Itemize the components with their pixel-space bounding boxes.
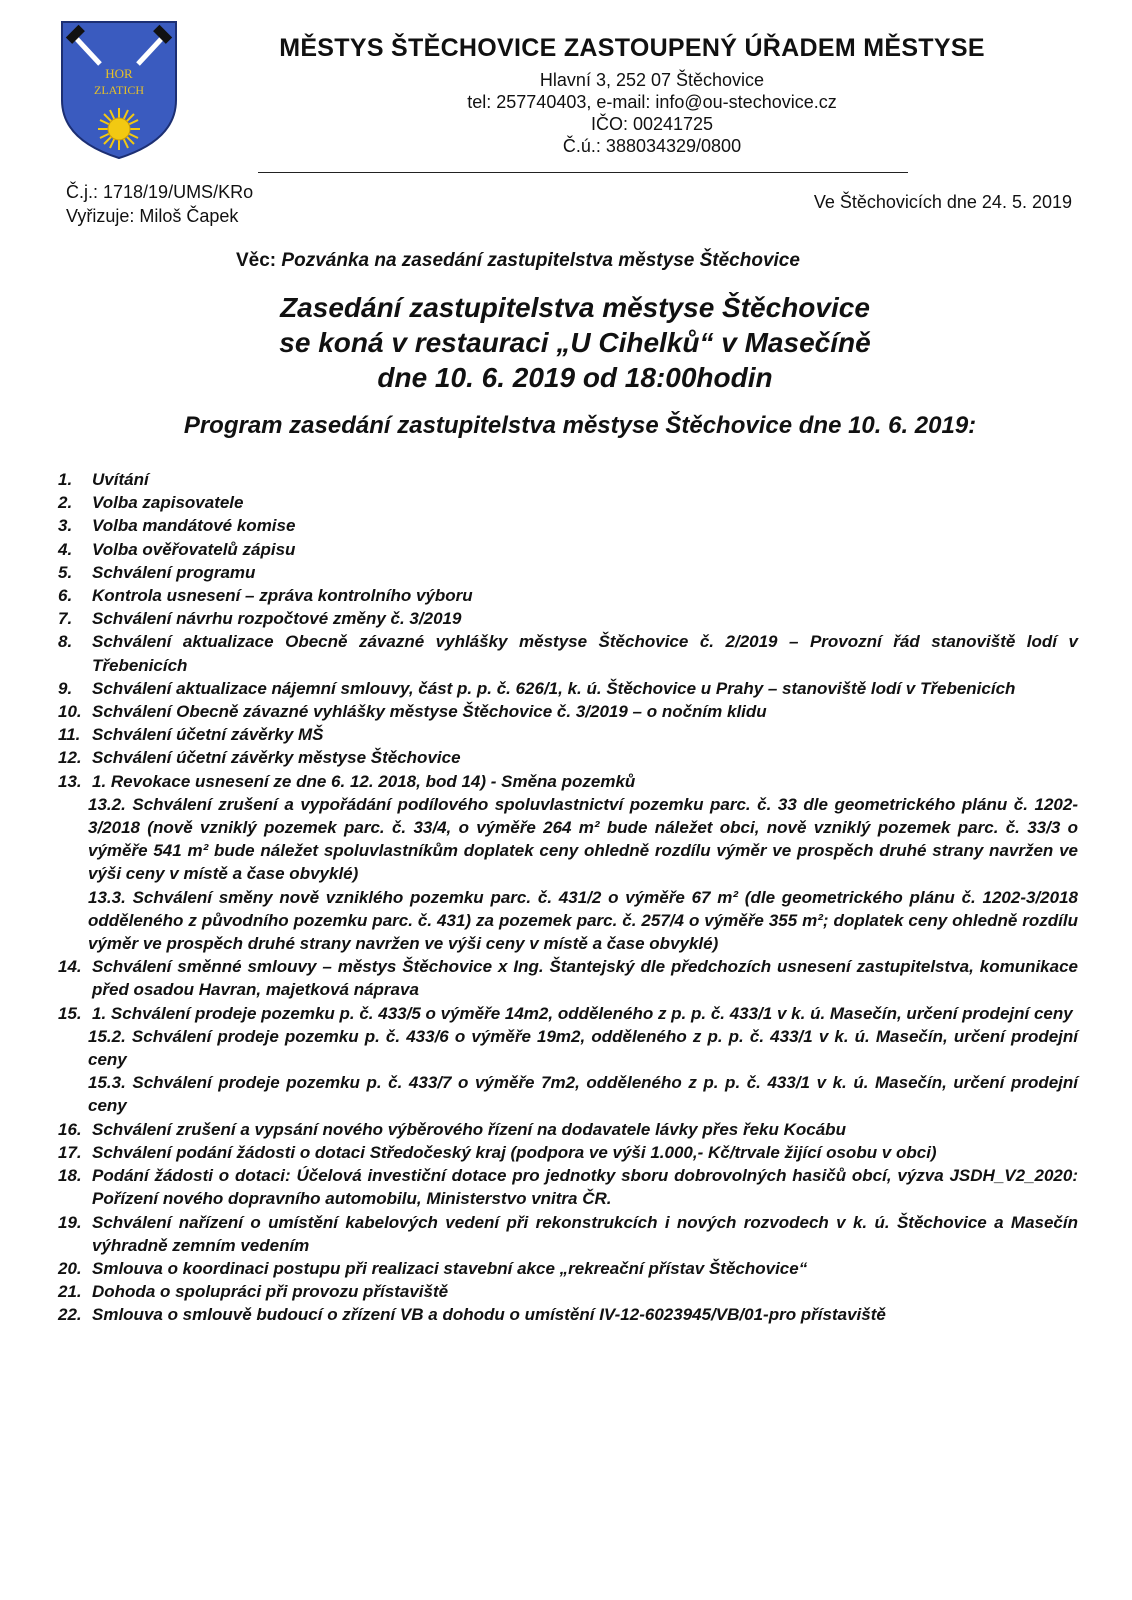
handled-by: Vyřizuje: Miloš Čapek — [66, 206, 239, 226]
agenda-item-number: 3. — [58, 516, 73, 536]
subject-text: Pozvánka na zasedání zastupitelstva městyse Štěchovice — [281, 250, 800, 271]
agenda-item-text: Schválení účetní závěrky městyse Štěchovice — [92, 748, 461, 768]
agenda-item-number: 11. — [58, 725, 81, 745]
crest-text-2: ZLATICH — [94, 83, 144, 97]
agenda-item-text: Podání žádosti o dotaci: Účelová investiční dotace pro jednotky sboru dobrovolných hasičů obcí, výzva JSDH_V2_2020: Pořízení nového dopravního automobilu, Ministerstvo vnitra ČR. — [92, 1166, 1078, 1209]
agenda-item-number: 15. — [58, 1003, 82, 1023]
agenda-item-text: Schválení návrhu rozpočtové změny č. 3/2019 — [92, 609, 462, 629]
agenda-subitem: 15.2. Schválení prodeje pozemku p. č. 433/6 o výměře 19m2, odděleného z p. p. č. 433/1 v k. ú. Masečín, určení prodejní ceny — [88, 1026, 1078, 1070]
agenda-item — [58, 1257, 1078, 1280]
agenda-item-text: Schválení programu — [92, 562, 256, 582]
agenda-item-number: 17. — [58, 1142, 82, 1162]
agenda-item-number: 21. — [58, 1282, 82, 1302]
coat-of-arms-logo — [60, 20, 178, 160]
agenda-item-text: 1. Schválení prodeje pozemku p. č. 433/5 o výměře 14m2, odděleného z p. p. č. 433/1 v k. ú. Masečín, určení prodejní ceny — [92, 1003, 1073, 1023]
agenda-item — [58, 1002, 1078, 1025]
agenda-item-number: 22. — [58, 1305, 82, 1325]
agenda-subitem: 13.2. Schválení zrušení a vypořádání podílového spoluvlastnictví pozemku parc. č. 33 dle geometrického plánu č. 1202-3/2018 (nově vzniklý pozemek parc. č. 33/4, o výměře 264 m² bude náležet obci, nově vzniklý pozemek parc. č. 33/3 o výměře 541 m² bude náležet spoluvlastníkům doplatek ceny ohledně rozdílu výměr ve prospěch druhé strany navržen ve výši ceny v místě a čase obvyklé) — [88, 794, 1078, 884]
agenda-item — [58, 514, 1078, 537]
agenda-item-text: Schválení směnné smlouvy – městys Štěchovice x Ing. Štantejský dle předchozích usnesení zastupitelstva, komunikace před osadou Havran, majetková náprava — [92, 957, 1078, 1000]
letterhead — [262, 34, 1002, 157]
agenda-item-number: 8. — [58, 632, 73, 652]
agenda-item — [58, 1164, 1078, 1210]
agenda-item — [58, 1280, 1078, 1303]
agenda-item — [58, 955, 1078, 1001]
agenda-item — [58, 677, 1078, 700]
agenda-item-number: 4. — [58, 539, 73, 559]
agenda-item — [58, 723, 1078, 746]
ico: IČO: 00241725 — [590, 114, 714, 134]
organization-name: MĚSTYS ŠTĚCHOVICE ZASTOUPENÝ ÚŘADEM MĚSTYSE — [279, 34, 985, 62]
agenda-item — [58, 538, 1078, 561]
agenda-item — [58, 607, 1078, 630]
agenda-item — [58, 770, 1078, 793]
agenda-item-text: Volba ověřovatelů zápisu — [92, 539, 296, 559]
agenda-item — [58, 468, 1078, 491]
header-divider — [258, 172, 908, 173]
subject-label: Věc: — [236, 250, 277, 271]
agenda-item-text: Dohoda o spolupráci při provozu přístaviště — [92, 1282, 449, 1302]
agenda-item-text: Schválení aktualizace nájemní smlouvy, část p. p. č. 626/1, k. ú. Štěchovice u Prahy – stanoviště lodí v Třebenicích — [92, 678, 1016, 698]
agenda-item — [58, 700, 1078, 723]
agenda-item-text: Kontrola usnesení – zpráva kontrolního výboru — [92, 586, 473, 606]
place-and-date: Ve Štěchovicích dne 24. 5. 2019 — [813, 192, 1072, 212]
announcement-line-1: Zasedání zastupitelstva městyse Štěchovice — [280, 292, 870, 323]
agenda-item — [58, 1141, 1078, 1164]
agenda-item — [58, 491, 1078, 514]
agenda-item-number: 20. — [58, 1258, 82, 1278]
bank-account: Č.ú.: 388034329/0800 — [562, 136, 742, 156]
agenda-subitem: 13.3. Schválení směny nově vzniklého pozemku parc. č. 431/2 o výměře 67 m² (dle geometrického plánu č. 1202-3/2018 odděleného z původního pozemku parc. č. 431) za pozemek parc. č. 257/4 o výměře 355 m²; doplatek ceny ohledně rozdílu výměr ve prospěch druhé strany navržen ve výši ceny v místě a čase obvyklé) — [88, 887, 1078, 954]
agenda-item-number: 14. — [58, 957, 82, 977]
agenda-item — [58, 1118, 1078, 1141]
agenda-item-text: Schválení Obecně závazné vyhlášky městyse Štěchovice č. 3/2019 – o nočním klidu — [92, 702, 767, 722]
reference-number: Č.j.: 1718/19/UMS/KRo — [66, 182, 254, 202]
agenda-item-text: Volba zapisovatele — [92, 493, 244, 513]
meeting-announcement — [150, 290, 1000, 395]
agenda-item — [58, 584, 1078, 607]
agenda-item-text: Uvítání — [92, 470, 149, 489]
agenda-item-text: 1. Revokace usnesení ze dne 6. 12. 2018, bod 14) - Směna pozemků — [92, 771, 636, 791]
agenda-item-number: 1. — [58, 470, 73, 489]
contact-line: tel: 257740403, e-mail: info@ou-stechovice.cz — [467, 92, 837, 112]
agenda-item-text: Volba mandátové komise — [92, 516, 296, 536]
agenda-item-text: Schválení nařízení o umístění kabelových vedení při rekonstrukcích i nových rozvodech v k. ú. Štěchovice a Masečín výhradně zemním vedením — [92, 1212, 1078, 1255]
agenda-item-number: 12. — [58, 748, 82, 768]
subject-line — [236, 250, 800, 272]
reference-block — [66, 180, 253, 228]
crest-text-1: HOR — [105, 66, 133, 81]
agenda-item — [58, 630, 1078, 676]
agenda-item-number: 16. — [58, 1119, 82, 1139]
agenda-item — [58, 1303, 1078, 1326]
agenda-item-text: Schválení zrušení a vypsání nového výběrového řízení na dodavatele lávky přes řeku Kocábu — [92, 1119, 846, 1139]
agenda-item-number: 10. — [58, 702, 82, 722]
agenda-item-number: 18. — [58, 1166, 82, 1186]
agenda-item-text: Smlouva o koordinaci postupu při realizaci stavební akce „rekreační přístav Štěchovice“ — [92, 1258, 808, 1278]
agenda-item-text: Schválení podání žádosti o dotaci Středočeský kraj (podpora ve výši 1.000,- Kč/trvale žijící osobu v obci) — [92, 1142, 937, 1162]
agenda-item-text: Schválení účetní závěrky MŠ — [92, 725, 324, 745]
agenda-item — [58, 746, 1078, 769]
agenda-item-number: 19. — [58, 1212, 82, 1232]
agenda-item-number: 13. — [58, 771, 82, 791]
agenda-item-number: 7. — [58, 609, 73, 629]
agenda-item — [58, 561, 1078, 584]
agenda-item-number: 5. — [58, 562, 73, 582]
agenda-item-text: Schválení aktualizace Obecně závazné vyhlášky městyse Štěchovice č. 2/2019 – Provozní řád stanoviště lodí v Třebenicích — [92, 632, 1078, 675]
agenda-subitem: 15.3. Schválení prodeje pozemku p. č. 433/7 o výměře 7m2, odděleného z p. p. č. 433/1 v k. ú. Masečín, určení prodejní ceny — [88, 1073, 1078, 1116]
agenda-item-number: 6. — [58, 586, 73, 606]
announcement-line-2: se koná v restauraci „U Cihelků“ v Masečíně — [279, 327, 871, 358]
announcement-line-3: dne 10. 6. 2019 od 18:00hodin — [377, 362, 773, 393]
agenda-item — [58, 1211, 1078, 1257]
agenda-item-number: 9. — [58, 678, 73, 698]
agenda-item-text: Smlouva o smlouvě budoucí o zřízení VB a dohodu o umístění IV-12-6023945/VB/01-pro přístaviště — [92, 1305, 886, 1325]
agenda-item-number: 2. — [58, 493, 73, 513]
program-title: Program zasedání zastupitelstva městyse Štěchovice dne 10. 6. 2019: — [183, 412, 977, 439]
address: Hlavní 3, 252 07 Štěchovice — [539, 70, 765, 90]
agenda-list — [58, 468, 1078, 1327]
